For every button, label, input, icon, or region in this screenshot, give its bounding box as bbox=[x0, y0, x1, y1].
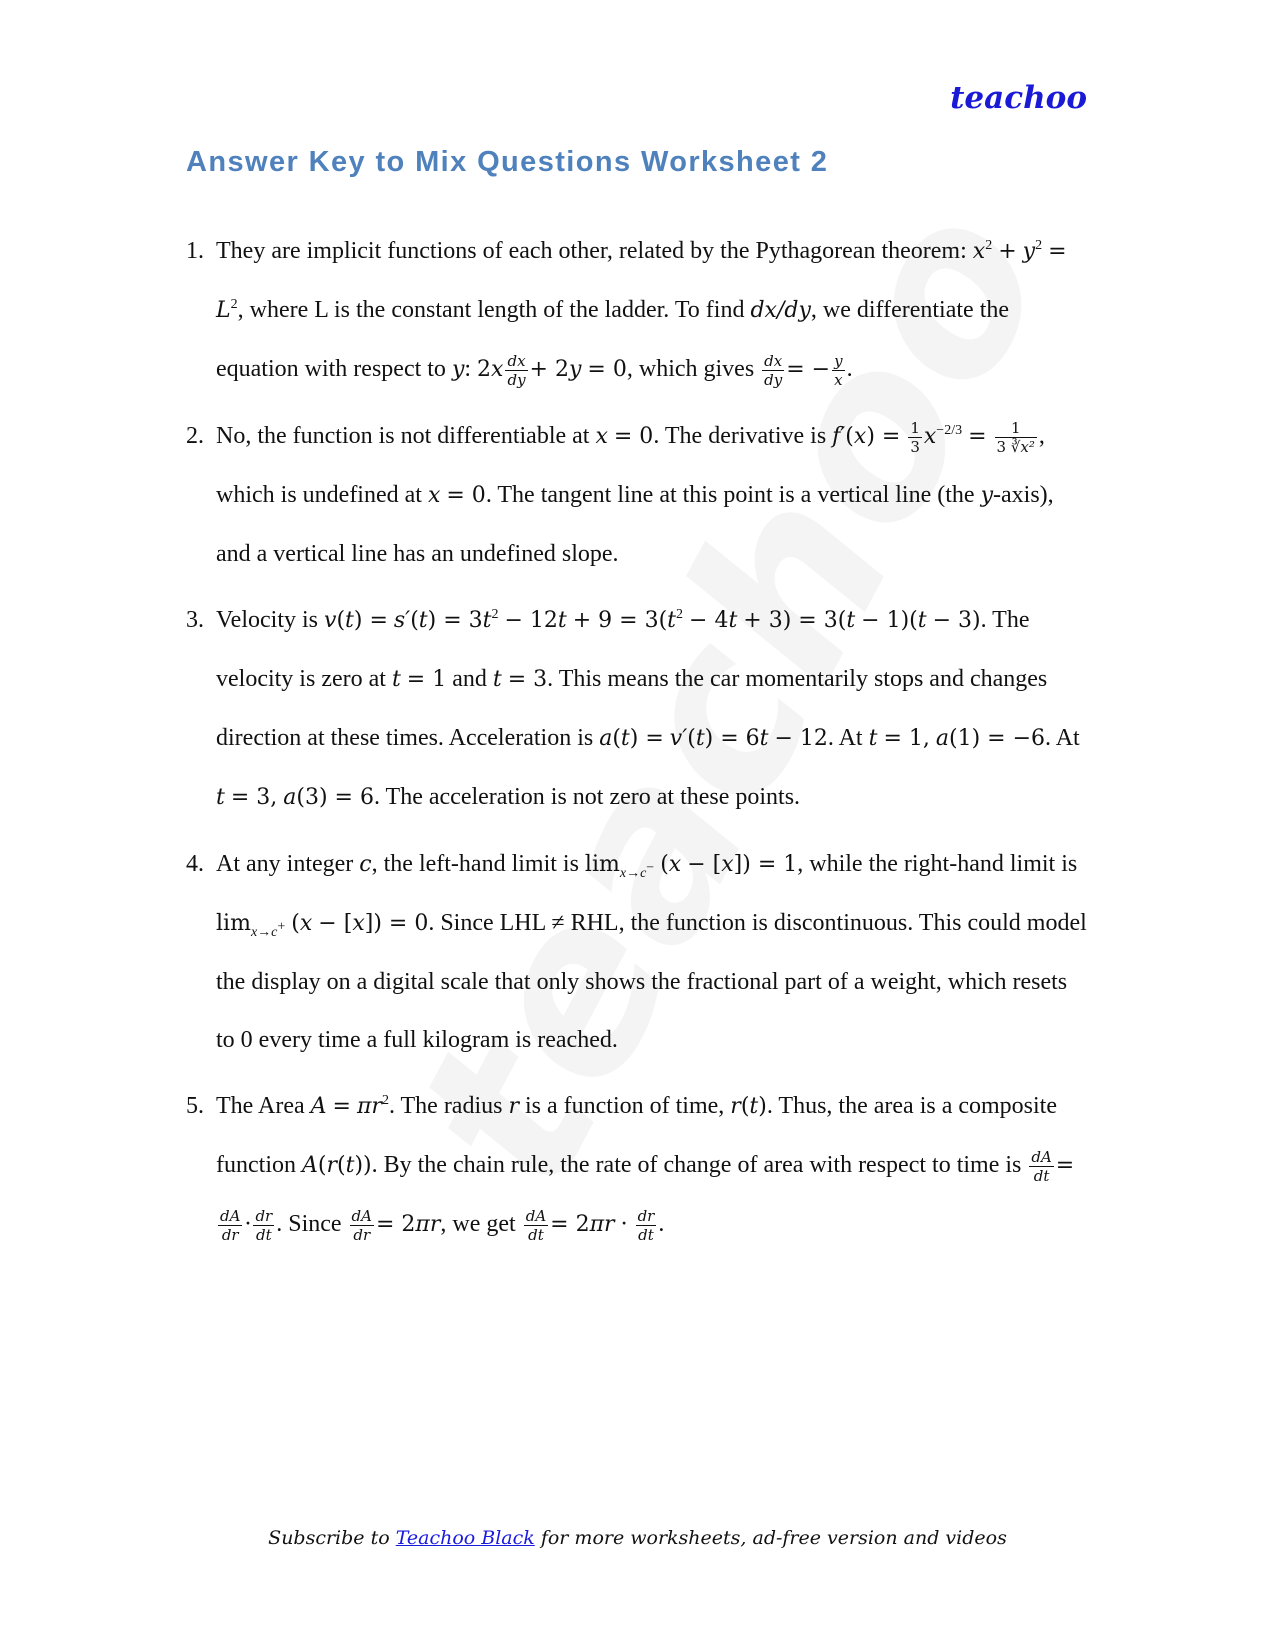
answer-number: 4. bbox=[186, 851, 204, 877]
answer-item-5 bbox=[186, 1077, 1091, 1254]
answer-text: Velocity is $v(t) = s'(t) = 3t^2 - 12t + 9 = 3(t^2 - 4t + 3) = 3(t - 1)(t - 3)$. The velocity is zero at t = 1 and t = 3. This means the car momentarily stops and changes direction at these times. Acceleration is a(t) = v′(t) = 6t − 12. At t = 1, a(1) = −6. At t = 3, a(3) = 6. The acceleration is not zero at these points. bbox=[216, 607, 1080, 810]
answer-number: 1. bbox=[186, 238, 204, 264]
answer-text: At any integer c, the left-hand limit is $\lim_{x\to c^-} (x - [x]) = 1$, while the right-hand limit is $\lim_{x\to c^+} (x - [x]) = 0$. Since LHL ≠ RHL, the function is discontinuous. This could model the display on a digital scale that only shows the fractional part of a weight, which resets to 0 every time a full kilogram is reached. bbox=[216, 851, 1087, 1053]
answer-text: No, the function is not differentiable at x = 0. The derivative is f′(x) = $\frac{1}{3}$ $x^{-2/3}$ = $\frac{1}{\text{3 ∛x²}}$ , which is undefined at x = 0. The tangent line at this point is a vertical line (the y-axis), and a vertical line has an undefined slope. bbox=[216, 418, 1054, 567]
answer-list bbox=[186, 222, 1091, 1262]
footer-prefix: Subscribe to bbox=[268, 1527, 396, 1549]
teachoo-black-link[interactable]: Teachoo Black bbox=[395, 1527, 535, 1549]
answer-item-4 bbox=[186, 835, 1091, 1069]
footer bbox=[0, 1527, 1275, 1549]
answer-number: 2. bbox=[186, 423, 204, 449]
answer-number: 3. bbox=[186, 607, 204, 633]
answer-number: 5. bbox=[186, 1093, 204, 1119]
answer-text: The Area $A = \pi r^2$. The radius r is a function of time, r(t). Thus, the area is a composite function A(r(t)). By the chain rule, the rate of change of area with respect to time is $\frac{dA}{dt}$ = $\frac{dA}{dr}$ · $\frac{dr}{dt}$ . Since $\frac{dA}{dr}$ = 2πr, we get $\frac{dA}{dt}$ = 2πr · $\frac{dr}{dt}$ . bbox=[216, 1093, 1075, 1244]
answer-item-1 bbox=[186, 222, 1091, 399]
page-title: Answer Key to Mix Questions Worksheet 2 bbox=[186, 146, 829, 178]
footer-suffix: for more worksheets, ad-free version and videos bbox=[534, 1527, 1007, 1549]
answer-item-2 bbox=[186, 407, 1091, 583]
answer-text: They are implicit functions of each other, related by the Pythagorean theorem: $x^2 + y^2 = L^2$, where L is the constant length of the ladder. To find dx/dy, we differentiate the equation with respect to y: 2x $\frac{dx}{dy}$ + 2y = 0, which gives $\frac{dx}{dy}$ = − $\frac{y}{x}$ . bbox=[216, 238, 1067, 389]
answer-item-3 bbox=[186, 591, 1091, 827]
teachoo-logo: teachoo bbox=[950, 80, 1087, 116]
